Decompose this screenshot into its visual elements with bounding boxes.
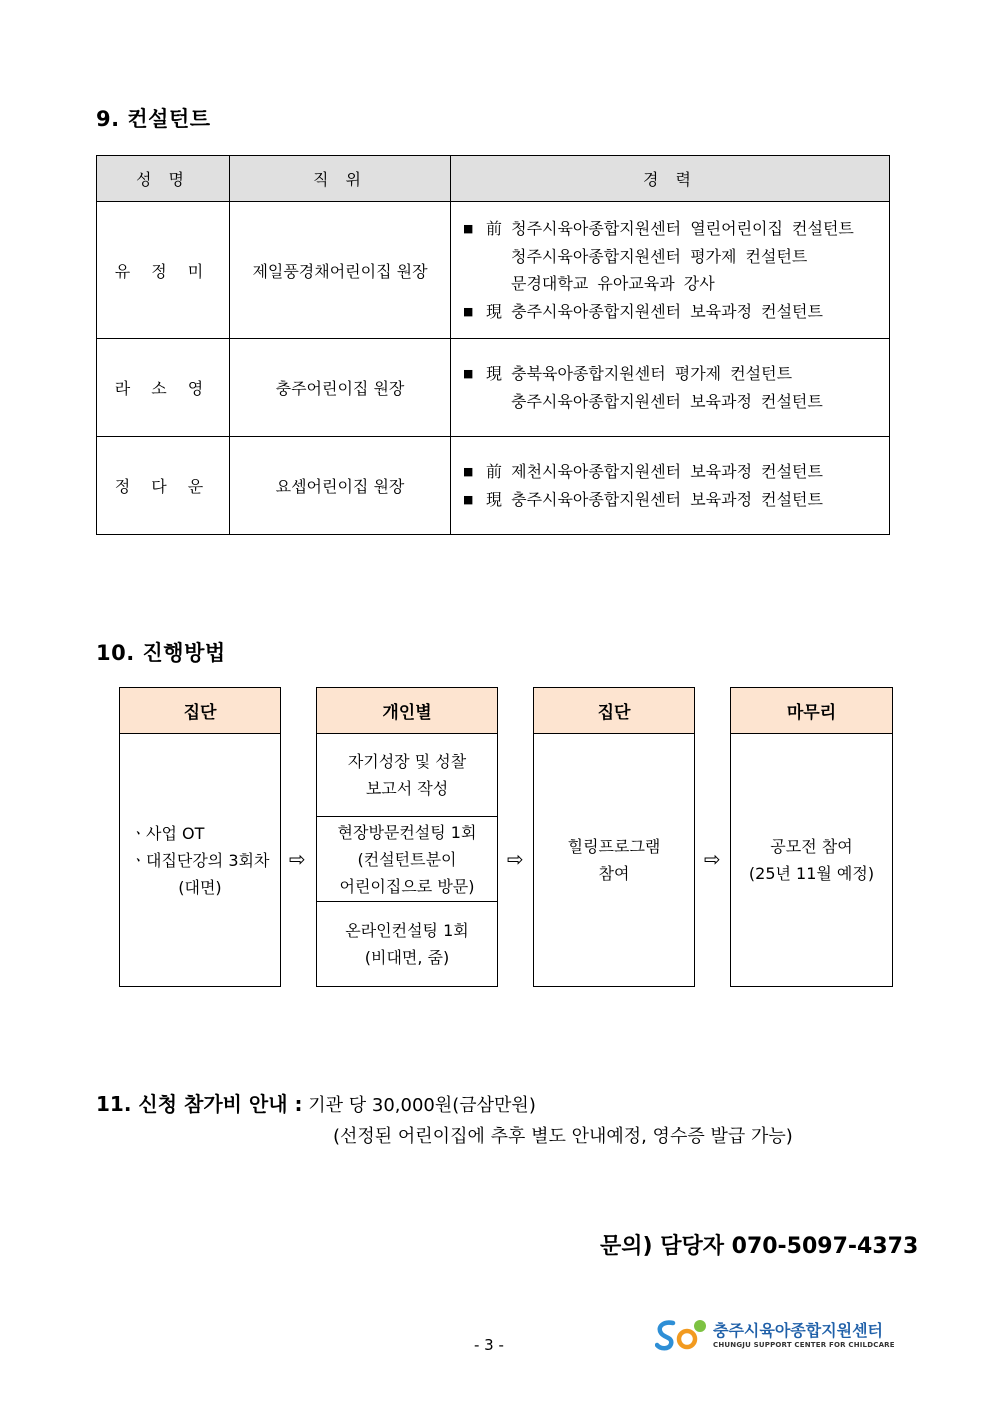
- logo-mark-icon: [655, 1317, 711, 1353]
- bullet-marker: ■: [463, 492, 474, 506]
- page-number: - 3 -: [474, 1336, 504, 1354]
- section-10-title: 10. 진행방법: [96, 641, 226, 665]
- career-text: 청주시육아종합지원센터 열린어린이집 컨설턴트: [511, 219, 854, 238]
- section-11-title: 11. 신청 참가비 안내 :: [96, 1092, 303, 1116]
- flow-step-body: [534, 734, 694, 986]
- career-line: [463, 298, 889, 326]
- flow-step-line: ㆍ대집단강의 3회차: [130, 850, 270, 870]
- flow-step-finish: [730, 687, 893, 987]
- center-logo: [655, 1317, 895, 1357]
- consultant-career: [451, 339, 890, 437]
- flow-step-line: 참여: [598, 864, 630, 883]
- career-text: 청주시육아종합지원센터 평가제 컨설턴트: [511, 246, 808, 266]
- consultant-name: 유 정 미: [97, 202, 230, 339]
- bullet-marker: ■: [463, 304, 474, 318]
- flow-step-header: 집단: [120, 688, 280, 734]
- consultant-table: [96, 155, 890, 535]
- career-line: [463, 270, 889, 298]
- career-prefix: 現: [486, 489, 503, 509]
- flow-step-line: 자기성장 및 성찰: [347, 752, 467, 771]
- consultant-position: 충주어린이집 원장: [230, 339, 451, 437]
- career-text: 충북육아종합지원센터 평가제 컨설턴트: [511, 364, 793, 383]
- logo-name-ko: 충주시육아종합지원센터: [713, 1321, 884, 1340]
- header-position: 직 위: [230, 156, 451, 202]
- flow-step-header: 마무리: [731, 688, 892, 734]
- table-row: [97, 339, 890, 437]
- bullet-marker: ■: [463, 465, 474, 478]
- flow-step-line: 현장방문컨설팅 1회: [337, 822, 477, 842]
- table-header-row: [97, 156, 890, 202]
- career-line: [463, 458, 889, 486]
- flow-step-line: 보고서 작성: [365, 779, 449, 798]
- section-9-title: 9. 컨설턴트: [96, 107, 211, 131]
- flow-step-individual: [316, 687, 498, 987]
- flow-step-cell: [317, 902, 497, 986]
- career-line: [463, 243, 889, 271]
- flow-step-line: 어린이집으로 방문): [339, 876, 475, 896]
- flow-step-body: [731, 734, 892, 986]
- flow-step-cell: [317, 817, 497, 902]
- career-prefix: 現: [486, 301, 503, 321]
- consultant-career: [451, 437, 890, 535]
- career-text: 충주시육아종합지원센터 보육과정 컨설턴트: [511, 391, 823, 411]
- consultant-position: 제일풍경채어린이집 원장: [230, 202, 451, 339]
- consultant-name: 라 소 영: [97, 339, 230, 437]
- flow-step-line: 힐링프로그램: [567, 837, 661, 856]
- header-career: 경 력: [451, 156, 890, 202]
- bullet-marker: ■: [463, 367, 474, 380]
- career-line: [463, 486, 889, 514]
- fee-note: (선정된 어린이집에 추후 별도 안내예정, 영수증 발급 가능): [333, 1126, 793, 1147]
- career-prefix: 現: [486, 364, 503, 383]
- flow-step-header: 개인별: [317, 688, 497, 734]
- career-text: 문경대학교 유아교육과 강사: [511, 274, 715, 293]
- career-line: [463, 215, 889, 243]
- career-text: 충주시육아종합지원센터 보육과정 컨설턴트: [511, 301, 823, 321]
- flow-step-line: ㆍ사업 OT: [130, 823, 205, 843]
- fee-amount: 기관 당 30,000원(금삼만원): [308, 1095, 536, 1116]
- flow-step-cell: [317, 734, 497, 817]
- career-line: [463, 360, 889, 388]
- arrow-right-icon: ⇨: [507, 847, 524, 871]
- bullet-marker: ■: [463, 222, 474, 235]
- header-name: 성 명: [97, 156, 230, 202]
- career-text: 제천시육아종합지원센터 보육과정 컨설턴트: [511, 462, 823, 481]
- flow-step-group-lecture: [119, 687, 281, 987]
- career-text: 충주시육아종합지원센터 보육과정 컨설턴트: [511, 489, 823, 509]
- consultant-name: 정 다 운: [97, 437, 230, 535]
- flow-step-line: 공모전 참여: [770, 837, 853, 856]
- flow-step-healing: [533, 687, 695, 987]
- flow-step-line: 온라인컨설팅 1회: [345, 921, 469, 940]
- table-row: [97, 202, 890, 339]
- contact-info: 문의) 담당자 070-5097-4373: [600, 1234, 919, 1259]
- logo-name-en: CHUNGJU SUPPORT CENTER FOR CHILDCARE: [713, 1341, 895, 1349]
- section-11: [96, 1088, 536, 1117]
- career-line: [463, 388, 889, 416]
- flow-step-header: 집단: [534, 688, 694, 734]
- consultant-career: [451, 202, 890, 339]
- flow-step-line: (컨설턴트분이: [357, 849, 457, 869]
- flow-step-line: (대면): [178, 877, 222, 897]
- flow-step-body: [120, 734, 280, 986]
- arrow-right-icon: ⇨: [289, 847, 306, 871]
- table-row: [97, 437, 890, 535]
- flow-step-line: (비대면, 줌): [364, 948, 450, 967]
- flow-step-line: (25년 11월 예정): [748, 864, 875, 883]
- career-prefix: 前: [486, 219, 503, 238]
- arrow-right-icon: ⇨: [704, 847, 721, 871]
- career-prefix: 前: [486, 462, 503, 481]
- consultant-position: 요셉어린이집 원장: [230, 437, 451, 535]
